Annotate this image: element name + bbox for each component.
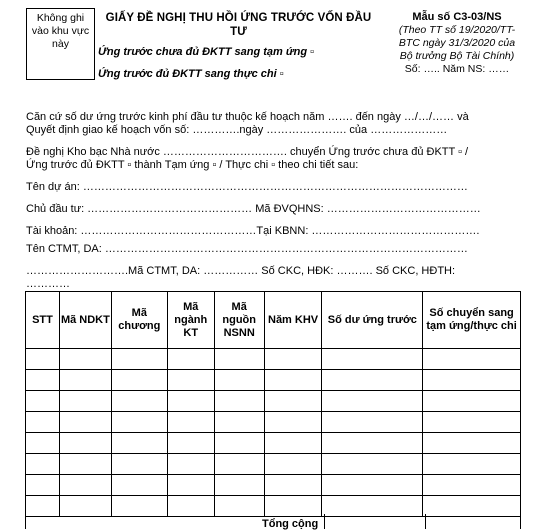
body-line-2: Quyết định giao kế hoạch vốn số: ………….ngày …………………. của ………………… bbox=[26, 124, 448, 136]
detail-table bbox=[25, 291, 521, 517]
program-code-line-cont: ………… bbox=[26, 278, 70, 290]
form-ref-2: BTC ngày 31/3/2020 của bbox=[398, 37, 516, 49]
project-name-line: Tên dự án: …………………………………………………………………………………………… bbox=[26, 181, 468, 193]
header-transfer-amount: Số chuyển sang tạm ứng/thực chi bbox=[423, 292, 521, 349]
no-write-area-box bbox=[26, 8, 95, 80]
header-stt: STT bbox=[26, 292, 60, 349]
table-row bbox=[26, 433, 521, 454]
table-row bbox=[26, 370, 521, 391]
table-row bbox=[26, 454, 521, 475]
header-plan-year: Năm KHV bbox=[264, 292, 322, 349]
option-advance-to-temp[interactable]: Ứng trước chưa đủ ĐKTT sang tạm ứng ▫ bbox=[98, 46, 315, 58]
option-advance-to-actual[interactable]: Ứng trước đủ ĐKTT sang thực chi ▫ bbox=[98, 68, 284, 80]
body-line-4: Ứng trước đủ ĐKTT ▫ thành Tạm ứng ▫ / Thực chi ▫ theo chi tiết sau: bbox=[26, 159, 359, 171]
header-sector: Mã ngành KT bbox=[167, 292, 214, 349]
total-divider-1 bbox=[324, 514, 325, 529]
table-row bbox=[26, 412, 521, 433]
no-write-area-text-2: vào khu vực bbox=[31, 25, 90, 37]
investor-line: Chủ đầu tư: ……………………………………… Mã ĐVQHNS: …………………………………… bbox=[26, 203, 481, 215]
table-row bbox=[26, 475, 521, 496]
table-header-row bbox=[26, 292, 521, 349]
document-title bbox=[96, 11, 381, 39]
form-code-block bbox=[383, 11, 531, 76]
no-write-area-text-1: Không ghi bbox=[36, 12, 85, 24]
header-chapter: Mã chương bbox=[111, 292, 167, 349]
body-line-3: Đề nghị Kho bạc Nhà nước ……………………………. chuyển Ứng trước chưa đủ ĐKTT ▫ / bbox=[26, 146, 469, 158]
form-ref-1: (Theo TT số 19/2020/TT- bbox=[398, 24, 516, 36]
total-label: Tổng cộng bbox=[262, 518, 319, 530]
header-source: Mã nguồn NSNN bbox=[214, 292, 264, 349]
form-ref-3: Bộ trưởng Bộ Tài Chính) bbox=[399, 50, 515, 62]
no-write-area-text-3: này bbox=[52, 38, 69, 50]
form-code: Mẫu số C3-03/NS bbox=[412, 11, 502, 23]
form-number-year: Số: ….. Năm NS: …… bbox=[404, 63, 510, 75]
total-divider-2 bbox=[425, 514, 426, 529]
header-advance-balance: Số dư ứng trước bbox=[322, 292, 423, 349]
program-name-line: Tên CTMT, DA: ……………………………………………………………………………………… bbox=[26, 243, 468, 255]
body-line-1: Căn cứ số dư ứng trước kinh phí đầu tư thuộc kế hoạch năm ……. đến ngày …/…/…… và bbox=[26, 111, 469, 123]
title-line-1: GIẤY ĐỀ NGHỊ THU HỒI ỨNG TRƯỚC VỐN ĐẦU bbox=[105, 12, 372, 24]
title-line-2: TƯ bbox=[230, 26, 247, 38]
table-row bbox=[26, 349, 521, 370]
table-row bbox=[26, 391, 521, 412]
header-ndkt: Mã NDKT bbox=[59, 292, 111, 349]
program-code-line: ……………………….Mã CTMT, DA: …………… Số CKC, HĐK: ………. Số CKC, HĐTH: bbox=[26, 265, 456, 277]
account-line: Tài khoản: …………………………………………Tại KBNN: ………………………………………. bbox=[26, 225, 480, 237]
